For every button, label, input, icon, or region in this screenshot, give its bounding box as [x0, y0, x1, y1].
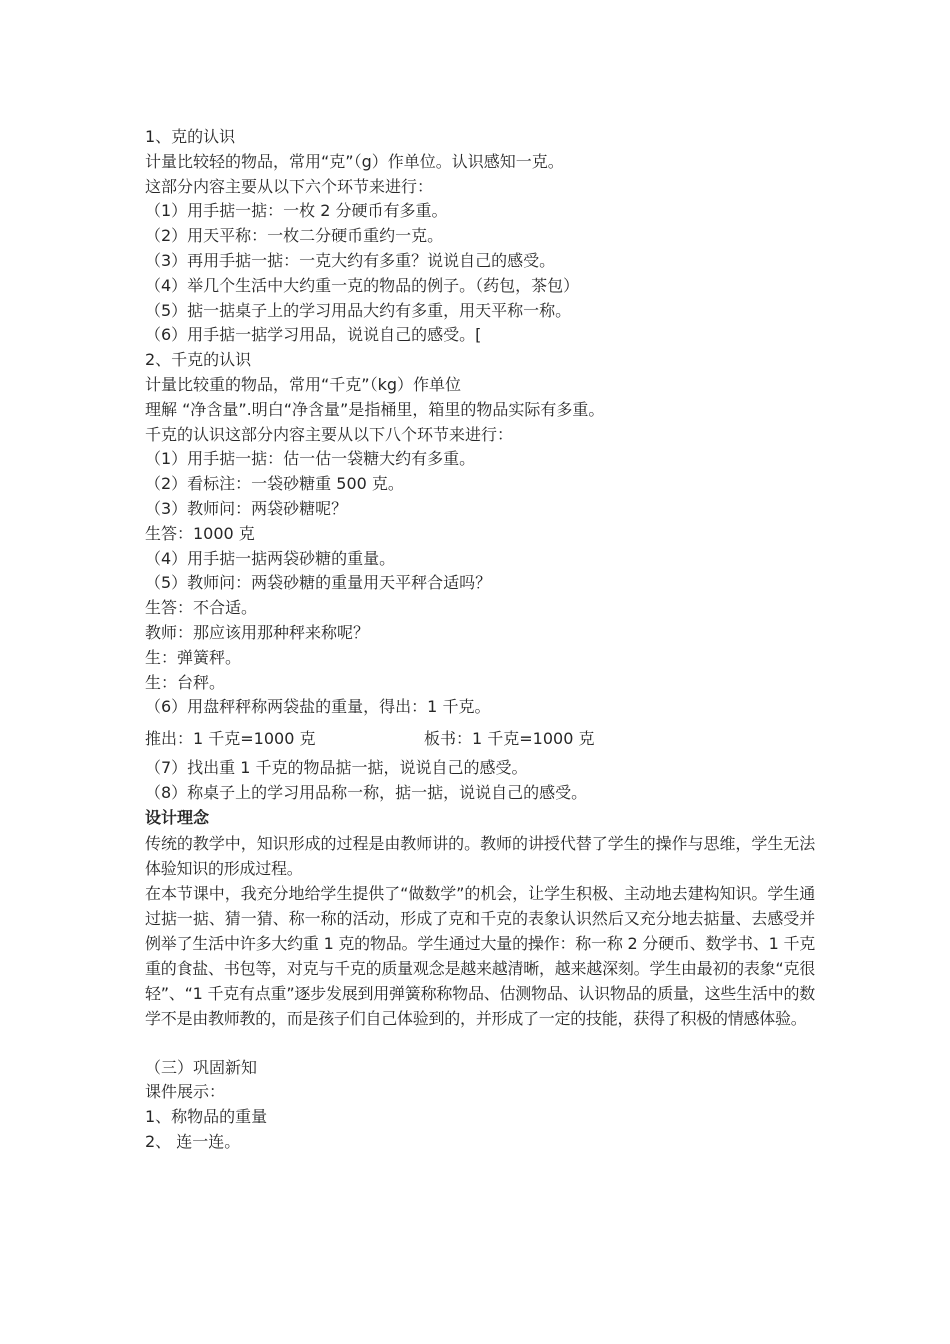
- list-item: （4）用手掂一掂两袋砂糖的重量。: [145, 548, 396, 568]
- heading-consolidate: （三）巩固新知: [145, 1057, 258, 1077]
- text-line: 计量比较轻的物品，常用“克”（g）作单位。认识感知一克。: [145, 151, 564, 171]
- list-item: 1、称物品的重量: [145, 1107, 268, 1127]
- text-line: 千克的认识这部分内容主要从以下八个环节来进行：: [145, 424, 514, 444]
- dialogue-line: 教师：那应该用那种秤来称呢？: [145, 622, 370, 642]
- list-item: （6）用手掂一掂学习用品，说说自己的感受。[: [145, 325, 482, 345]
- design-paragraph: 传统的教学中，知识形成的过程是由教师讲的。教师的讲授代替了学生的操作与思维，学生无法体验知识的形成过程。: [145, 833, 815, 878]
- design-heading: 设计理念: [145, 807, 210, 827]
- design-paragraph: 在本节课中，我充分地给学生提供了“做数学”的机会，让学生积极、主动地去建构知识。学生通过掂一掂、猜一猜、称一称的活动，形成了克和千克的表象认识然后又充分地去掂量、去感受并例举了生活中许多大约重 1 克的物品。学生通过大量的操作：称一称 2 分硬币、数学书、1 千克重的食盐、书包等，对克与千克的质量观念是越来越清晰，越来越深刻。学生由最初的表象“克很轻”、“1 千克有点重”逐步发展到用弹簧称称物品、估测物品、认识物品的质量，这些生活中的数学不是由教师教的，而是孩子们自己体验到的，并形成了一定的技能，获得了积极的情感体验。: [145, 883, 815, 1028]
- dialogue-line: 生：台秤。: [145, 672, 226, 692]
- list-item: （8）称桌子上的学习用品称一称，掂一掂，说说自己的感受。: [145, 782, 588, 802]
- list-item: （1）用手掂一掂：一枚 2 分硬币有多重。: [145, 201, 448, 221]
- section-design: [145, 806, 815, 1031]
- inference-text: 推出：1 千克=1000 克: [145, 729, 316, 749]
- dialogue-line: 生答：1000 克: [145, 523, 255, 543]
- document-page: [145, 125, 815, 1155]
- list-item: （6）用盘秤秤称两袋盐的重量，得出：1 千克。: [145, 697, 491, 717]
- list-item: （1）用手掂一掂：估一估一袋糖大约有多重。: [145, 449, 476, 469]
- blank-gap: [145, 1031, 815, 1056]
- list-item: （3）教师问：两袋砂糖呢？: [145, 498, 348, 518]
- board-text: 板书：1 千克=1000 克: [424, 729, 595, 749]
- list-item: （4）举几个生活中大约重一克的物品的例子。（药包，茶包）: [145, 275, 580, 295]
- text-line: 计量比较重的物品，常用“千克”（kg）作单位: [145, 374, 462, 394]
- text-line: 理解 “净含量”.明白“净含量”是指桶里，箱里的物品实际有多重。: [145, 399, 605, 419]
- section-gram: [145, 125, 815, 348]
- list-item: （5）掂一掂桌子上的学习用品大约有多重，用天平称一称。: [145, 300, 572, 320]
- dialogue-line: 生答：不合适。: [145, 598, 258, 618]
- list-item: （7）找出重 1 千克的物品掂一掂，说说自己的感受。: [145, 758, 528, 778]
- list-item: （2）看标注：一袋砂糖重 500 克。: [145, 474, 404, 494]
- conclusion-row: [145, 724, 815, 754]
- text-line: 课件展示：: [145, 1082, 226, 1102]
- text-line: 这部分内容主要从以下六个环节来进行：: [145, 176, 434, 196]
- list-item: （2）用天平称：一枚二分硬币重约一克。: [145, 226, 444, 246]
- list-item: （5）教师问：两袋砂糖的重量用天平秤合适吗？: [145, 573, 492, 593]
- dialogue-line: 生：弹簧秤。: [145, 647, 242, 667]
- list-item: （3）再用手掂一掂：一克大约有多重？说说自己的感受。: [145, 250, 556, 270]
- list-item: 2、 连一连。: [145, 1131, 241, 1151]
- heading-kilogram: 2、千克的认识: [145, 350, 252, 370]
- heading-gram: 1、克的认识: [145, 127, 236, 146]
- section-consolidate: [145, 1056, 815, 1155]
- section-kilogram: [145, 348, 815, 806]
